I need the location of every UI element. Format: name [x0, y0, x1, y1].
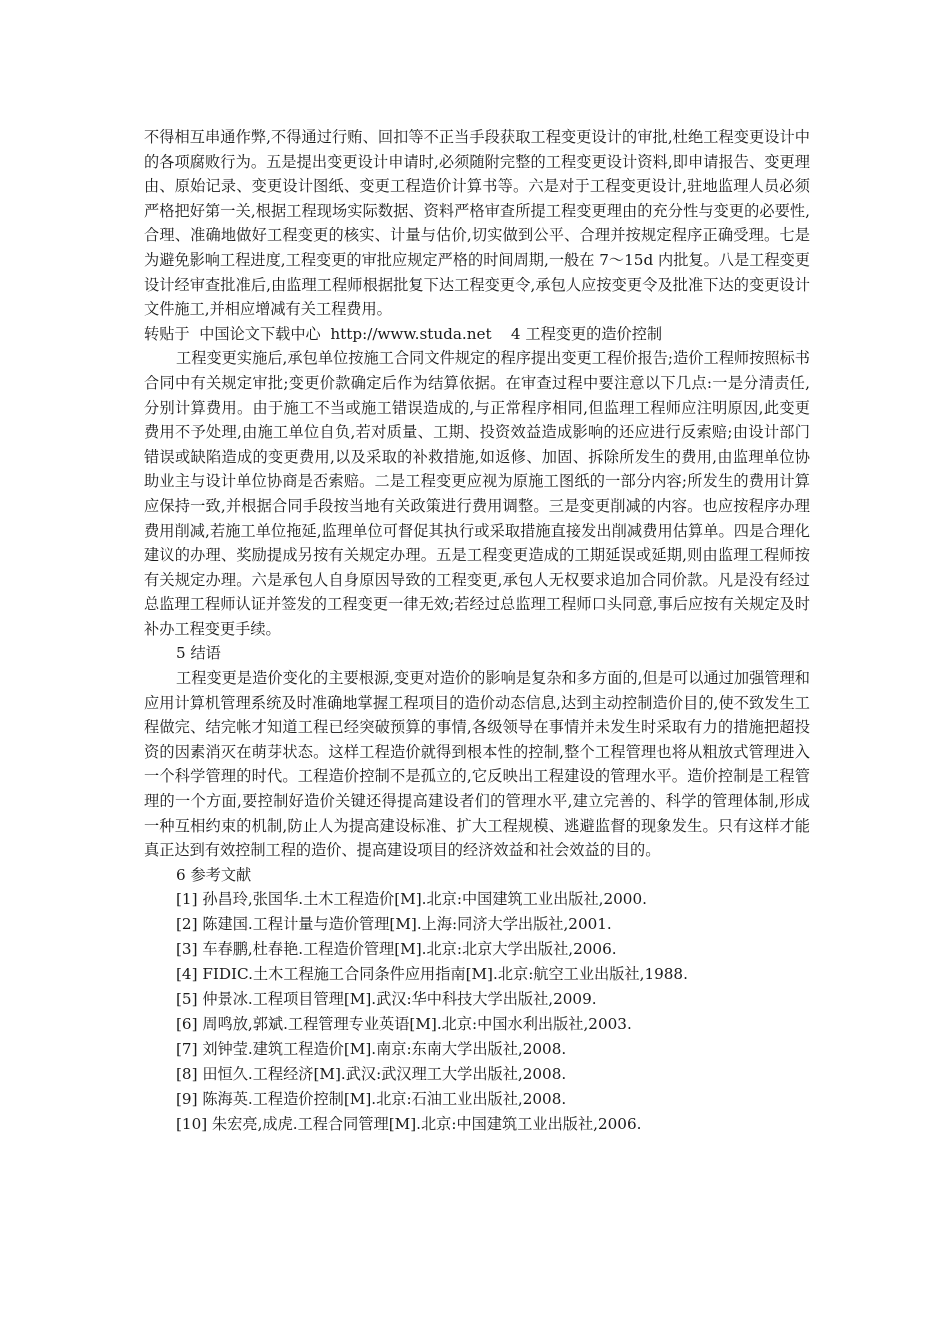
section-6-heading: 6 参考文献	[176, 865, 252, 884]
reference-item: [3] 车春鹏,杜春艳.工程造价管理[M].北京:北京大学出版社,2006.	[176, 940, 617, 959]
reference-item: [5] 仲景冰.工程项目管理[M].武汉:华中科技大学出版社,2009.	[176, 990, 597, 1009]
reference-item: [6] 周鸣放,郭斌.工程管理专业英语[M].北京:中国水利出版社,2003.	[176, 1014, 632, 1033]
paragraph-change-design-rules: 不得相互串通作弊,不得通过行贿、回扣等不正当手段获取工程变更设计的审批,杜绝工程变更设计中的各项腐败行为。五是提出变更设计申请时,必须随附完整的工程变更设计资料,即申请报告、变更理由、原始记录、变更设计图纸、变更工程造价计算书等。六是对于工程变更设计,驻地监理人员必须严格把好第一关,根据工程现场实际数据、资料严格审查所提工程变更理由的充分性与变更的必要性,合理、准确地做好工程变更的核实、计量与估价,切实做到公平、合理并按规定程序正确受理。七是为避免影响工程进度,工程变更的审批应规定严格的时间周期,一般在 7～15d 内批复。八是工程变更设计经审查批准后,由监理工程师根据批复下达工程变更令,承包人应按变更令及批准下达的变更设计文件施工,并相应增减有关工程费用。	[144, 128, 810, 319]
paragraph-cost-control: 工程变更实施后,承包单位按施工合同文件规定的程序提出变更工程价报告;造价工程师按照标书合同中有关规定审批;变更价款确定后作为结算依据。在审查过程中要注意以下几点:一是分清责任,分别计算费用。由于施工不当或施工错误造成的,与正常程序相同,但监理工程师应注明原因,此变更费用不予处理,由施工单位自负,若对质量、工期、投资效益造成影响的还应进行反索赔;由设计部门错误或缺陷造成的变更费用,以及采取的补救措施,如返修、加固、拆除所发生的费用,由监理单位协助业主与设计单位协商是否索赔。二是工程变更应视为原施工图纸的一部分内容;所发生的费用计算应保持一致,并根据合同手段按当地有关政策进行费用调整。三是变更削减的内容。也应按程序办理费用削减,若施工单位拖延,监理单位可督促其执行或采取措施直接发出削减费用估算单。四是合理化建议的办理、奖励提成另按有关规定办理。五是工程变更造成的工期延误或延期,则由监理工程师按有关规定办理。六是承包人自身原因导致的工程变更,承包人无权要求追加合同价款。凡是没有经过总监理工程师认证并签发的工程变更一律无效;若经过总监理工程师口头同意,事后应按有关规定及时补办工程变更手续。	[144, 349, 810, 638]
document-page	[144, 125, 810, 1136]
section-5-heading: 5 结语	[176, 644, 221, 663]
reprint-line	[144, 322, 810, 347]
paragraph-conclusion: 工程变更是造价变化的主要根源,变更对造价的影响是复杂和多方面的,但是可以通过加强管理和应用计算机管理系统及时准确地掌握工程项目的造价动态信息,达到主动控制造价目的,使不致发生工程做完、结完帐才知道工程已经突破预算的事情,各级领导在事情并未发生时采取有力的措施把超投资的因素消灭在萌芽状态。这样工程造价就得到根本性的控制,整个工程管理也将从粗放式管理进入一个科学管理的时代。工程造价控制不是孤立的,它反映出工程建设的管理水平。造价控制是工程管理的一个方面,要控制好造价关键还得提高建设者们的管理水平,建立完善的、科学的管理体制,形成一种互相约束的机制,防止人为提高建设标准、扩大工程规模、逃避监督的现象发生。只有这样才能真正达到有效控制工程的造价、提高建设项目的经济效益和社会效益的目的。	[144, 669, 810, 860]
section-4-heading: 4 工程变更的造价控制	[491, 324, 663, 343]
reprint-link[interactable]: http://www.studa.net	[330, 324, 492, 343]
reference-item: [1] 孙昌玲,张国华.土木工程造价[M].北京:中国建筑工业出版社,2000.	[176, 890, 647, 909]
reference-item: [8] 田恒久.工程经济[M].武汉:武汉理工大学出版社,2008.	[176, 1064, 567, 1083]
reference-item: [4] FIDIC.土木工程施工合同条件应用指南[M].北京:航空工业出版社,1988.	[176, 965, 688, 984]
reprint-label: 转贴于 中国论文下载中心	[144, 324, 331, 343]
reference-item: [10] 朱宏亮,成虎.工程合同管理[M].北京:中国建筑工业出版社,2006.	[176, 1114, 642, 1133]
reference-item: [7] 刘钟莹.建筑工程造价[M].南京:东南大学出版社,2008.	[176, 1039, 567, 1058]
reference-item: [2] 陈建国.工程计量与造价管理[M].上海:同济大学出版社,2001.	[176, 915, 612, 934]
reference-item: [9] 陈海英.工程造价控制[M].北京:石油工业出版社,2008.	[176, 1089, 567, 1108]
reference-list	[144, 887, 810, 1136]
